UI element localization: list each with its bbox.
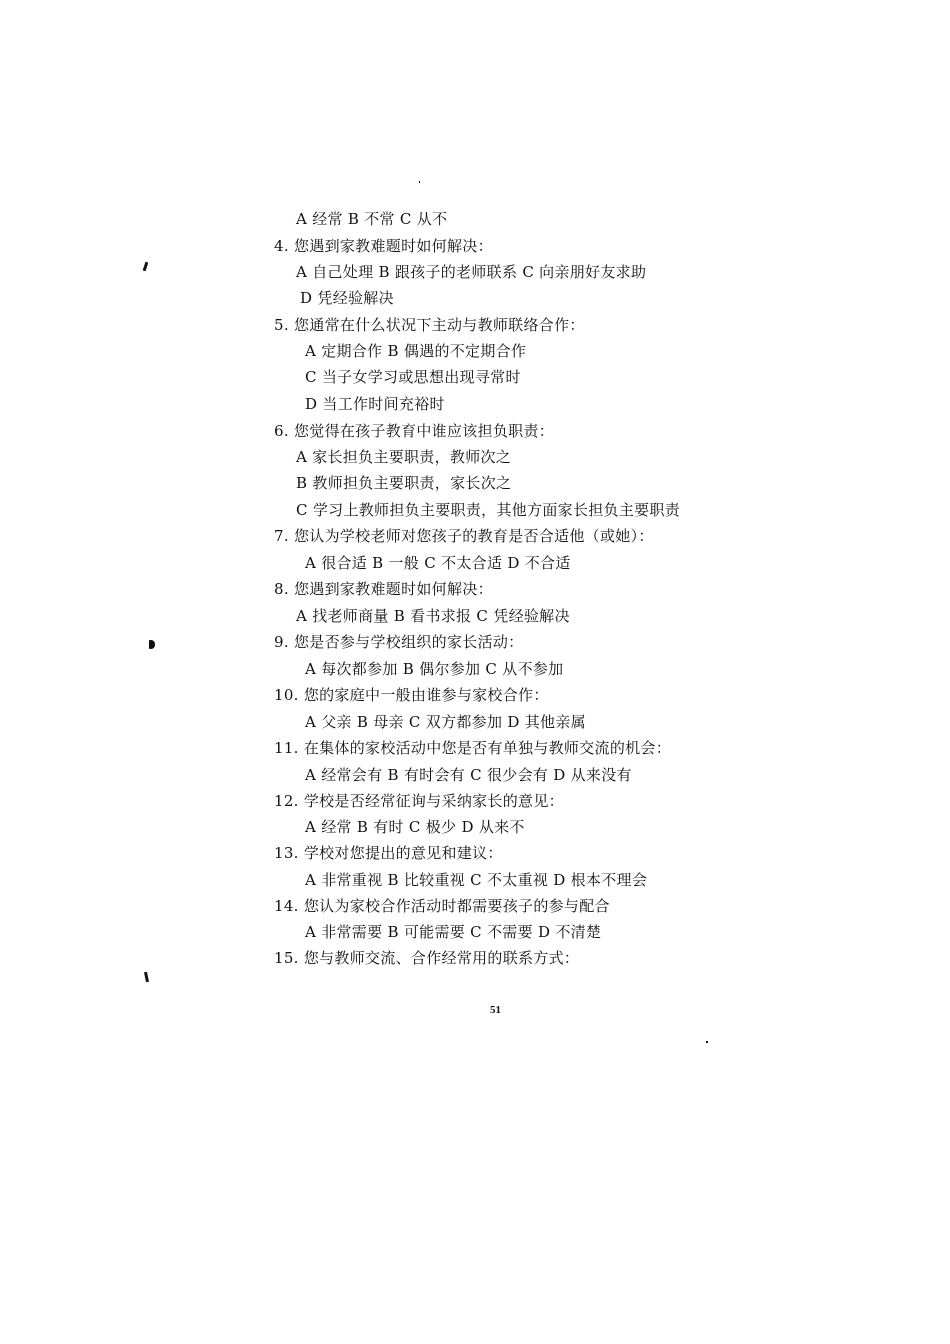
q6-option-b: B 教师担负主要职责，家长次之 (296, 474, 512, 492)
page-number: 51 (490, 1004, 501, 1016)
q12-options: A 经常 B 有时 C 极少 D 从来不 (305, 818, 525, 836)
q8-options: A 找老师商量 B 看书求报 C 凭经验解决 (296, 607, 570, 625)
q11-options: A 经常会有 B 有时会有 C 很少会有 D 从来没有 (305, 766, 632, 784)
q4-options-line-2: D 凭经验解决 (300, 289, 394, 307)
question-12: 12. 学校是否经常征询与采纳家长的意见： (274, 792, 564, 810)
q5-options-line-1: A 定期合作 B 偶遇的不定期合作 (305, 342, 527, 360)
q7-options: A 很合适 B 一般 C 不太合适 D 不合适 (305, 554, 571, 572)
scan-speck (144, 972, 149, 982)
q5-options-line-3: D 当工作时间充裕时 (305, 395, 445, 413)
question-10: 10. 您的家庭中一般由谁参与家校合作： (274, 686, 549, 704)
q5-options-line-2: C 当子女学习或思想出现寻常时 (305, 368, 521, 386)
question-13: 13. 学校对您提出的意见和建议： (274, 844, 503, 862)
question-9: 9. 您是否参与学校组织的家长活动： (274, 633, 524, 651)
question-4: 4. 您遇到家教难题时如何解决： (274, 237, 493, 255)
q9-options: A 每次都参加 B 偶尔参加 C 从不参加 (305, 660, 564, 678)
scan-speck (143, 262, 149, 271)
question-8: 8. 您遇到家教难题时如何解决： (274, 580, 493, 598)
q14-options: A 非常需要 B 可能需要 C 不需要 D 不清楚 (305, 923, 602, 941)
question-14: 14. 您认为家校合作活动时都需要孩子的参与配合 (274, 897, 610, 915)
q13-options: A 非常重视 B 比较重视 C 不太重视 D 根本不理会 (305, 871, 648, 889)
scan-speck (706, 1041, 708, 1043)
scan-speck (149, 640, 155, 649)
question-11: 11. 在集体的家校活动中您是否有单独与教师交流的机会： (274, 739, 672, 757)
question-6: 6. 您觉得在孩子教育中谁应该担负职责： (274, 422, 555, 440)
q3-options: A 经常 B 不常 C 从不 (296, 210, 448, 228)
question-7: 7. 您认为学校老师对您孩子的教育是否合适他（或她）： (274, 527, 654, 545)
scan-speck (419, 181, 420, 183)
question-15: 15. 您与教师交流、合作经常用的联系方式： (274, 949, 580, 967)
q10-options: A 父亲 B 母亲 C 双方都参加 D 其他亲属 (305, 713, 586, 731)
q6-option-c: C 学习上教师担负主要职责，其他方面家长担负主要职责 (296, 501, 681, 519)
q6-option-a: A 家长担负主要职责，教师次之 (296, 448, 512, 466)
q4-options-line-1: A 自己处理 B 跟孩子的老师联系 C 向亲朋好友求助 (296, 263, 647, 281)
question-5: 5. 您通常在什么状况下主动与教师联络合作： (274, 316, 585, 334)
